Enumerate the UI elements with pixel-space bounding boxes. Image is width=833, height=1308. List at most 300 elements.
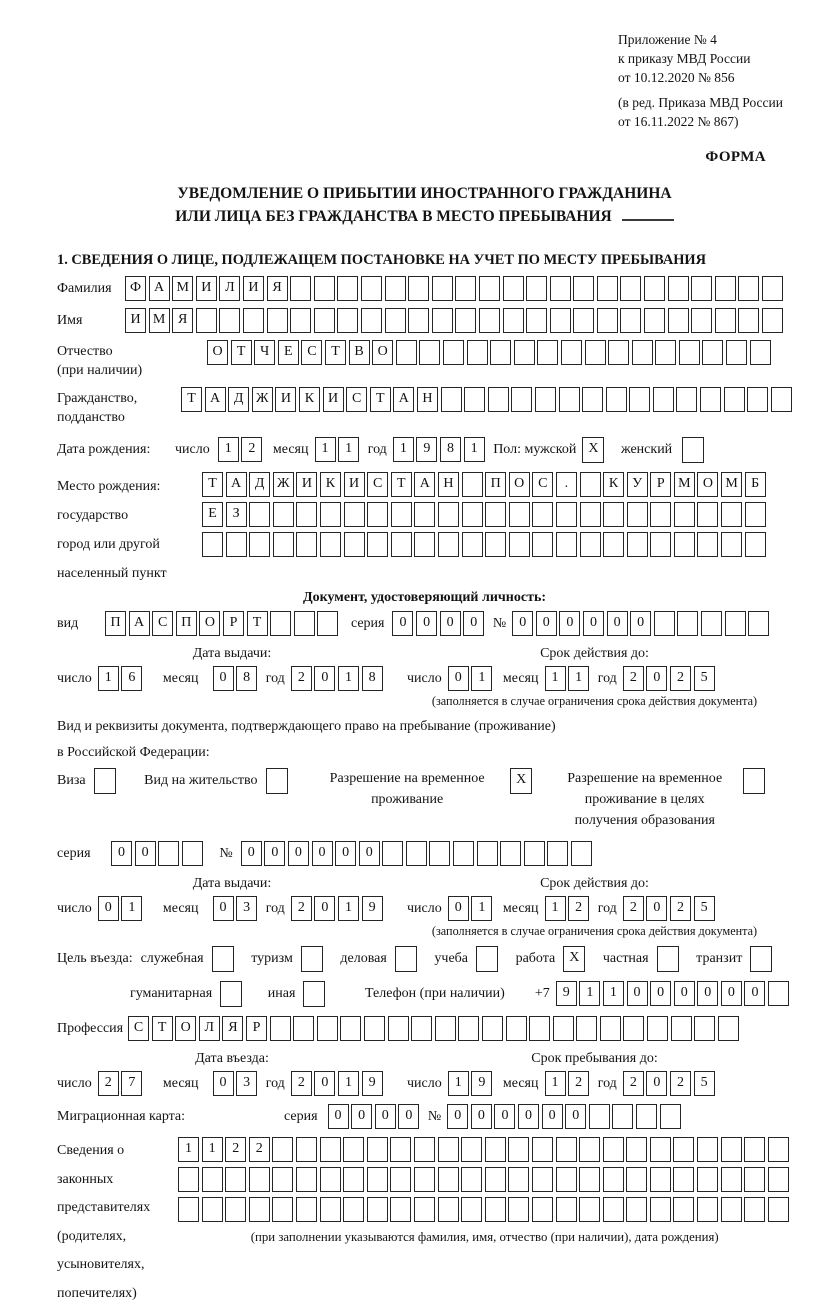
char-cell[interactable]: М bbox=[172, 276, 193, 301]
char-cell[interactable]: И bbox=[344, 472, 365, 497]
char-cell[interactable]: Д bbox=[249, 472, 270, 497]
char-cell[interactable]: 0 bbox=[471, 1104, 492, 1129]
char-cell[interactable]: Т bbox=[325, 340, 346, 365]
char-cell[interactable] bbox=[579, 1197, 600, 1222]
char-cell[interactable]: 1 bbox=[545, 1071, 566, 1096]
char-cell[interactable]: О bbox=[372, 340, 393, 365]
char-cell[interactable] bbox=[367, 1197, 388, 1222]
char-cell[interactable] bbox=[603, 1167, 624, 1192]
char-cell[interactable] bbox=[485, 1197, 506, 1222]
char-cell[interactable] bbox=[340, 1016, 361, 1041]
char-cell[interactable]: 0 bbox=[359, 841, 380, 866]
char-cell[interactable] bbox=[482, 1016, 503, 1041]
char-cell[interactable] bbox=[556, 1137, 577, 1162]
char-cell[interactable] bbox=[762, 308, 783, 333]
char-cell[interactable] bbox=[202, 532, 223, 557]
char-cell[interactable] bbox=[296, 1137, 317, 1162]
char-cell[interactable] bbox=[455, 308, 476, 333]
char-cell[interactable] bbox=[267, 308, 288, 333]
char-cell[interactable] bbox=[550, 308, 571, 333]
char-cell[interactable] bbox=[296, 532, 317, 557]
char-cell[interactable] bbox=[367, 502, 388, 527]
char-cell[interactable] bbox=[768, 981, 789, 1006]
char-cell[interactable] bbox=[343, 1137, 364, 1162]
char-cell[interactable]: М bbox=[721, 472, 742, 497]
char-cell[interactable] bbox=[432, 308, 453, 333]
char-cell[interactable] bbox=[556, 532, 577, 557]
char-cell[interactable] bbox=[432, 276, 453, 301]
checkbox-cell[interactable] bbox=[303, 981, 325, 1007]
char-cell[interactable]: 1 bbox=[393, 437, 414, 462]
char-cell[interactable] bbox=[579, 1137, 600, 1162]
char-cell[interactable] bbox=[396, 340, 417, 365]
char-cell[interactable] bbox=[508, 1167, 529, 1192]
char-cell[interactable] bbox=[158, 841, 179, 866]
checkbox-cell[interactable] bbox=[266, 768, 288, 794]
char-cell[interactable] bbox=[367, 1167, 388, 1192]
char-cell[interactable] bbox=[461, 1197, 482, 1222]
char-cell[interactable]: 0 bbox=[351, 1104, 372, 1129]
char-cell[interactable]: 2 bbox=[623, 1071, 644, 1096]
checkbox-cell[interactable] bbox=[682, 437, 704, 463]
char-cell[interactable] bbox=[273, 532, 294, 557]
char-cell[interactable]: И bbox=[243, 276, 264, 301]
char-cell[interactable] bbox=[580, 502, 601, 527]
char-cell[interactable] bbox=[556, 502, 577, 527]
char-cell[interactable]: Е bbox=[278, 340, 299, 365]
char-cell[interactable]: 0 bbox=[135, 841, 156, 866]
char-cell[interactable]: П bbox=[176, 611, 197, 636]
char-cell[interactable]: 0 bbox=[674, 981, 695, 1006]
char-cell[interactable] bbox=[503, 308, 524, 333]
char-cell[interactable] bbox=[320, 502, 341, 527]
char-cell[interactable]: 1 bbox=[315, 437, 336, 462]
char-cell[interactable] bbox=[290, 276, 311, 301]
checkbox-cell[interactable] bbox=[301, 946, 323, 972]
char-cell[interactable]: 0 bbox=[646, 896, 667, 921]
char-cell[interactable] bbox=[532, 532, 553, 557]
char-cell[interactable] bbox=[337, 276, 358, 301]
char-cell[interactable]: И bbox=[323, 387, 344, 412]
char-cell[interactable] bbox=[408, 276, 429, 301]
char-cell[interactable] bbox=[293, 1016, 314, 1041]
char-cell[interactable] bbox=[438, 502, 459, 527]
char-cell[interactable] bbox=[697, 532, 718, 557]
char-cell[interactable]: 1 bbox=[98, 666, 119, 691]
char-cell[interactable] bbox=[650, 532, 671, 557]
char-cell[interactable]: Р bbox=[223, 611, 244, 636]
checkbox-cell[interactable]: X bbox=[582, 437, 604, 463]
char-cell[interactable] bbox=[458, 1016, 479, 1041]
char-cell[interactable] bbox=[488, 387, 509, 412]
char-cell[interactable] bbox=[721, 502, 742, 527]
char-cell[interactable] bbox=[655, 340, 676, 365]
char-cell[interactable]: А bbox=[205, 387, 226, 412]
char-cell[interactable] bbox=[691, 276, 712, 301]
char-cell[interactable] bbox=[361, 276, 382, 301]
char-cell[interactable] bbox=[390, 1197, 411, 1222]
char-cell[interactable] bbox=[589, 1104, 610, 1129]
char-cell[interactable] bbox=[462, 502, 483, 527]
char-cell[interactable] bbox=[361, 308, 382, 333]
char-cell[interactable]: Ж bbox=[273, 472, 294, 497]
char-cell[interactable] bbox=[479, 276, 500, 301]
char-cell[interactable] bbox=[768, 1167, 789, 1192]
char-cell[interactable] bbox=[290, 308, 311, 333]
char-cell[interactable]: П bbox=[105, 611, 126, 636]
char-cell[interactable] bbox=[506, 1016, 527, 1041]
char-cell[interactable]: 0 bbox=[627, 981, 648, 1006]
char-cell[interactable] bbox=[438, 1197, 459, 1222]
char-cell[interactable]: 9 bbox=[471, 1071, 492, 1096]
char-cell[interactable]: Т bbox=[391, 472, 412, 497]
char-cell[interactable]: 2 bbox=[291, 896, 312, 921]
char-cell[interactable]: Ч bbox=[254, 340, 275, 365]
char-cell[interactable] bbox=[673, 1137, 694, 1162]
char-cell[interactable]: Я bbox=[222, 1016, 243, 1041]
char-cell[interactable] bbox=[626, 1197, 647, 1222]
char-cell[interactable] bbox=[243, 308, 264, 333]
char-cell[interactable] bbox=[296, 502, 317, 527]
char-cell[interactable] bbox=[408, 308, 429, 333]
char-cell[interactable]: Л bbox=[199, 1016, 220, 1041]
char-cell[interactable]: О bbox=[175, 1016, 196, 1041]
char-cell[interactable]: 0 bbox=[448, 896, 469, 921]
char-cell[interactable] bbox=[314, 276, 335, 301]
char-cell[interactable] bbox=[178, 1167, 199, 1192]
char-cell[interactable] bbox=[419, 340, 440, 365]
char-cell[interactable] bbox=[532, 502, 553, 527]
checkbox-cell[interactable] bbox=[212, 946, 234, 972]
char-cell[interactable] bbox=[344, 532, 365, 557]
char-cell[interactable]: 0 bbox=[607, 611, 628, 636]
char-cell[interactable] bbox=[629, 387, 650, 412]
char-cell[interactable] bbox=[391, 532, 412, 557]
char-cell[interactable] bbox=[320, 1167, 341, 1192]
char-cell[interactable] bbox=[226, 532, 247, 557]
char-cell[interactable] bbox=[547, 841, 568, 866]
char-cell[interactable]: 3 bbox=[236, 896, 257, 921]
char-cell[interactable] bbox=[524, 841, 545, 866]
char-cell[interactable]: Т bbox=[370, 387, 391, 412]
char-cell[interactable] bbox=[620, 276, 641, 301]
char-cell[interactable] bbox=[414, 532, 435, 557]
char-cell[interactable] bbox=[553, 1016, 574, 1041]
char-cell[interactable]: 5 bbox=[694, 1071, 715, 1096]
char-cell[interactable] bbox=[647, 1016, 668, 1041]
char-cell[interactable]: В bbox=[349, 340, 370, 365]
char-cell[interactable] bbox=[294, 611, 315, 636]
char-cell[interactable]: 0 bbox=[565, 1104, 586, 1129]
char-cell[interactable] bbox=[508, 1137, 529, 1162]
char-cell[interactable] bbox=[597, 308, 618, 333]
char-cell[interactable]: 0 bbox=[697, 981, 718, 1006]
char-cell[interactable] bbox=[650, 1197, 671, 1222]
char-cell[interactable]: Т bbox=[181, 387, 202, 412]
char-cell[interactable]: 0 bbox=[328, 1104, 349, 1129]
char-cell[interactable] bbox=[202, 1197, 223, 1222]
char-cell[interactable]: 0 bbox=[335, 841, 356, 866]
char-cell[interactable] bbox=[747, 387, 768, 412]
char-cell[interactable] bbox=[414, 1137, 435, 1162]
char-cell[interactable] bbox=[644, 276, 665, 301]
char-cell[interactable] bbox=[414, 1167, 435, 1192]
char-cell[interactable] bbox=[438, 1137, 459, 1162]
char-cell[interactable] bbox=[479, 308, 500, 333]
char-cell[interactable] bbox=[272, 1167, 293, 1192]
char-cell[interactable] bbox=[771, 387, 792, 412]
char-cell[interactable] bbox=[467, 340, 488, 365]
char-cell[interactable]: 1 bbox=[603, 981, 624, 1006]
char-cell[interactable] bbox=[535, 387, 556, 412]
char-cell[interactable] bbox=[485, 532, 506, 557]
char-cell[interactable]: И bbox=[196, 276, 217, 301]
char-cell[interactable]: 0 bbox=[721, 981, 742, 1006]
char-cell[interactable] bbox=[679, 340, 700, 365]
char-cell[interactable] bbox=[582, 387, 603, 412]
char-cell[interactable] bbox=[382, 841, 403, 866]
char-cell[interactable] bbox=[462, 472, 483, 497]
char-cell[interactable]: С bbox=[301, 340, 322, 365]
char-cell[interactable]: 1 bbox=[338, 666, 359, 691]
char-cell[interactable] bbox=[738, 276, 759, 301]
char-cell[interactable]: Д bbox=[228, 387, 249, 412]
char-cell[interactable] bbox=[571, 841, 592, 866]
char-cell[interactable] bbox=[320, 1197, 341, 1222]
char-cell[interactable]: Т bbox=[231, 340, 252, 365]
char-cell[interactable] bbox=[390, 1137, 411, 1162]
char-cell[interactable]: 1 bbox=[448, 1071, 469, 1096]
char-cell[interactable] bbox=[364, 1016, 385, 1041]
char-cell[interactable]: 0 bbox=[392, 611, 413, 636]
char-cell[interactable] bbox=[721, 1167, 742, 1192]
char-cell[interactable]: 9 bbox=[556, 981, 577, 1006]
char-cell[interactable] bbox=[715, 276, 736, 301]
char-cell[interactable] bbox=[603, 1137, 624, 1162]
char-cell[interactable] bbox=[435, 1016, 456, 1041]
char-cell[interactable]: Н bbox=[417, 387, 438, 412]
char-cell[interactable] bbox=[725, 611, 746, 636]
char-cell[interactable] bbox=[580, 472, 601, 497]
char-cell[interactable]: 0 bbox=[518, 1104, 539, 1129]
char-cell[interactable]: Б bbox=[745, 472, 766, 497]
char-cell[interactable]: 2 bbox=[249, 1137, 270, 1162]
char-cell[interactable]: А bbox=[414, 472, 435, 497]
char-cell[interactable] bbox=[182, 841, 203, 866]
char-cell[interactable] bbox=[406, 841, 427, 866]
char-cell[interactable] bbox=[249, 1197, 270, 1222]
char-cell[interactable] bbox=[673, 1167, 694, 1192]
char-cell[interactable] bbox=[314, 308, 335, 333]
char-cell[interactable] bbox=[559, 387, 580, 412]
char-cell[interactable]: 0 bbox=[288, 841, 309, 866]
checkbox-cell[interactable]: X bbox=[563, 946, 585, 972]
char-cell[interactable] bbox=[556, 1167, 577, 1192]
char-cell[interactable]: 0 bbox=[213, 1071, 234, 1096]
checkbox-cell[interactable] bbox=[476, 946, 498, 972]
char-cell[interactable]: 0 bbox=[646, 1071, 667, 1096]
char-cell[interactable] bbox=[644, 308, 665, 333]
char-cell[interactable]: К bbox=[299, 387, 320, 412]
char-cell[interactable] bbox=[509, 502, 530, 527]
char-cell[interactable] bbox=[668, 276, 689, 301]
char-cell[interactable] bbox=[762, 276, 783, 301]
char-cell[interactable] bbox=[511, 387, 532, 412]
char-cell[interactable]: 1 bbox=[471, 896, 492, 921]
char-cell[interactable] bbox=[608, 340, 629, 365]
char-cell[interactable]: Р bbox=[246, 1016, 267, 1041]
char-cell[interactable] bbox=[623, 1016, 644, 1041]
char-cell[interactable]: 2 bbox=[568, 1071, 589, 1096]
char-cell[interactable]: 9 bbox=[362, 1071, 383, 1096]
char-cell[interactable]: О bbox=[509, 472, 530, 497]
char-cell[interactable] bbox=[603, 502, 624, 527]
char-cell[interactable] bbox=[514, 340, 535, 365]
char-cell[interactable]: 1 bbox=[178, 1137, 199, 1162]
char-cell[interactable] bbox=[697, 502, 718, 527]
char-cell[interactable]: С bbox=[532, 472, 553, 497]
char-cell[interactable] bbox=[225, 1167, 246, 1192]
char-cell[interactable] bbox=[677, 611, 698, 636]
char-cell[interactable] bbox=[273, 502, 294, 527]
char-cell[interactable] bbox=[668, 308, 689, 333]
char-cell[interactable]: 1 bbox=[464, 437, 485, 462]
char-cell[interactable] bbox=[697, 1197, 718, 1222]
char-cell[interactable]: 0 bbox=[314, 1071, 335, 1096]
char-cell[interactable]: 1 bbox=[218, 437, 239, 462]
char-cell[interactable] bbox=[219, 308, 240, 333]
char-cell[interactable] bbox=[726, 340, 747, 365]
char-cell[interactable] bbox=[272, 1137, 293, 1162]
char-cell[interactable] bbox=[653, 387, 674, 412]
char-cell[interactable] bbox=[202, 1167, 223, 1192]
char-cell[interactable]: 2 bbox=[98, 1071, 119, 1096]
char-cell[interactable] bbox=[178, 1197, 199, 1222]
char-cell[interactable] bbox=[225, 1197, 246, 1222]
char-cell[interactable] bbox=[272, 1197, 293, 1222]
char-cell[interactable]: 2 bbox=[670, 666, 691, 691]
char-cell[interactable] bbox=[626, 1137, 647, 1162]
char-cell[interactable] bbox=[385, 276, 406, 301]
char-cell[interactable] bbox=[388, 1016, 409, 1041]
checkbox-cell[interactable] bbox=[743, 768, 765, 794]
char-cell[interactable] bbox=[529, 1016, 550, 1041]
char-cell[interactable] bbox=[745, 532, 766, 557]
char-cell[interactable]: К bbox=[603, 472, 624, 497]
char-cell[interactable]: М bbox=[149, 308, 170, 333]
char-cell[interactable]: 0 bbox=[440, 611, 461, 636]
char-cell[interactable] bbox=[249, 502, 270, 527]
char-cell[interactable] bbox=[343, 1197, 364, 1222]
char-cell[interactable]: 0 bbox=[416, 611, 437, 636]
char-cell[interactable]: У bbox=[627, 472, 648, 497]
char-cell[interactable]: 0 bbox=[559, 611, 580, 636]
char-cell[interactable]: 5 bbox=[694, 666, 715, 691]
char-cell[interactable] bbox=[317, 611, 338, 636]
char-cell[interactable] bbox=[296, 1167, 317, 1192]
char-cell[interactable] bbox=[485, 1137, 506, 1162]
char-cell[interactable] bbox=[411, 1016, 432, 1041]
char-cell[interactable]: 0 bbox=[398, 1104, 419, 1129]
char-cell[interactable]: 1 bbox=[545, 896, 566, 921]
char-cell[interactable] bbox=[441, 387, 462, 412]
char-cell[interactable] bbox=[748, 611, 769, 636]
char-cell[interactable] bbox=[320, 532, 341, 557]
char-cell[interactable]: С bbox=[128, 1016, 149, 1041]
char-cell[interactable] bbox=[438, 532, 459, 557]
char-cell[interactable]: 0 bbox=[650, 981, 671, 1006]
char-cell[interactable] bbox=[490, 340, 511, 365]
char-cell[interactable] bbox=[337, 308, 358, 333]
char-cell[interactable] bbox=[580, 532, 601, 557]
char-cell[interactable]: О bbox=[697, 472, 718, 497]
char-cell[interactable] bbox=[585, 340, 606, 365]
char-cell[interactable]: И bbox=[296, 472, 317, 497]
char-cell[interactable]: 2 bbox=[291, 666, 312, 691]
char-cell[interactable] bbox=[367, 1137, 388, 1162]
char-cell[interactable]: 0 bbox=[630, 611, 651, 636]
char-cell[interactable]: 1 bbox=[338, 437, 359, 462]
char-cell[interactable]: С bbox=[152, 611, 173, 636]
checkbox-cell[interactable] bbox=[220, 981, 242, 1007]
checkbox-cell[interactable] bbox=[750, 946, 772, 972]
char-cell[interactable]: 8 bbox=[440, 437, 461, 462]
char-cell[interactable] bbox=[343, 1167, 364, 1192]
char-cell[interactable]: 0 bbox=[744, 981, 765, 1006]
char-cell[interactable]: 1 bbox=[579, 981, 600, 1006]
char-cell[interactable] bbox=[414, 502, 435, 527]
char-cell[interactable]: 2 bbox=[225, 1137, 246, 1162]
char-cell[interactable] bbox=[738, 308, 759, 333]
checkbox-cell[interactable]: X bbox=[510, 768, 532, 794]
char-cell[interactable] bbox=[573, 276, 594, 301]
char-cell[interactable] bbox=[461, 1137, 482, 1162]
char-cell[interactable]: 2 bbox=[568, 896, 589, 921]
char-cell[interactable] bbox=[636, 1104, 657, 1129]
char-cell[interactable] bbox=[702, 340, 723, 365]
char-cell[interactable]: 0 bbox=[463, 611, 484, 636]
char-cell[interactable] bbox=[768, 1197, 789, 1222]
char-cell[interactable] bbox=[485, 1167, 506, 1192]
char-cell[interactable] bbox=[674, 532, 695, 557]
char-cell[interactable] bbox=[612, 1104, 633, 1129]
char-cell[interactable]: 1 bbox=[568, 666, 589, 691]
char-cell[interactable] bbox=[532, 1167, 553, 1192]
char-cell[interactable]: Т bbox=[202, 472, 223, 497]
checkbox-cell[interactable] bbox=[395, 946, 417, 972]
char-cell[interactable]: 0 bbox=[536, 611, 557, 636]
char-cell[interactable]: 6 bbox=[121, 666, 142, 691]
char-cell[interactable]: З bbox=[226, 502, 247, 527]
char-cell[interactable] bbox=[196, 308, 217, 333]
char-cell[interactable] bbox=[626, 1167, 647, 1192]
char-cell[interactable]: К bbox=[320, 472, 341, 497]
char-cell[interactable]: 0 bbox=[98, 896, 119, 921]
char-cell[interactable] bbox=[270, 1016, 291, 1041]
char-cell[interactable] bbox=[620, 308, 641, 333]
char-cell[interactable] bbox=[603, 532, 624, 557]
char-cell[interactable] bbox=[745, 502, 766, 527]
char-cell[interactable]: 2 bbox=[623, 896, 644, 921]
char-cell[interactable]: А bbox=[393, 387, 414, 412]
char-cell[interactable]: 0 bbox=[241, 841, 262, 866]
char-cell[interactable] bbox=[462, 532, 483, 557]
char-cell[interactable]: 0 bbox=[512, 611, 533, 636]
char-cell[interactable] bbox=[744, 1167, 765, 1192]
char-cell[interactable]: 0 bbox=[264, 841, 285, 866]
char-cell[interactable]: 9 bbox=[362, 896, 383, 921]
char-cell[interactable]: О bbox=[199, 611, 220, 636]
